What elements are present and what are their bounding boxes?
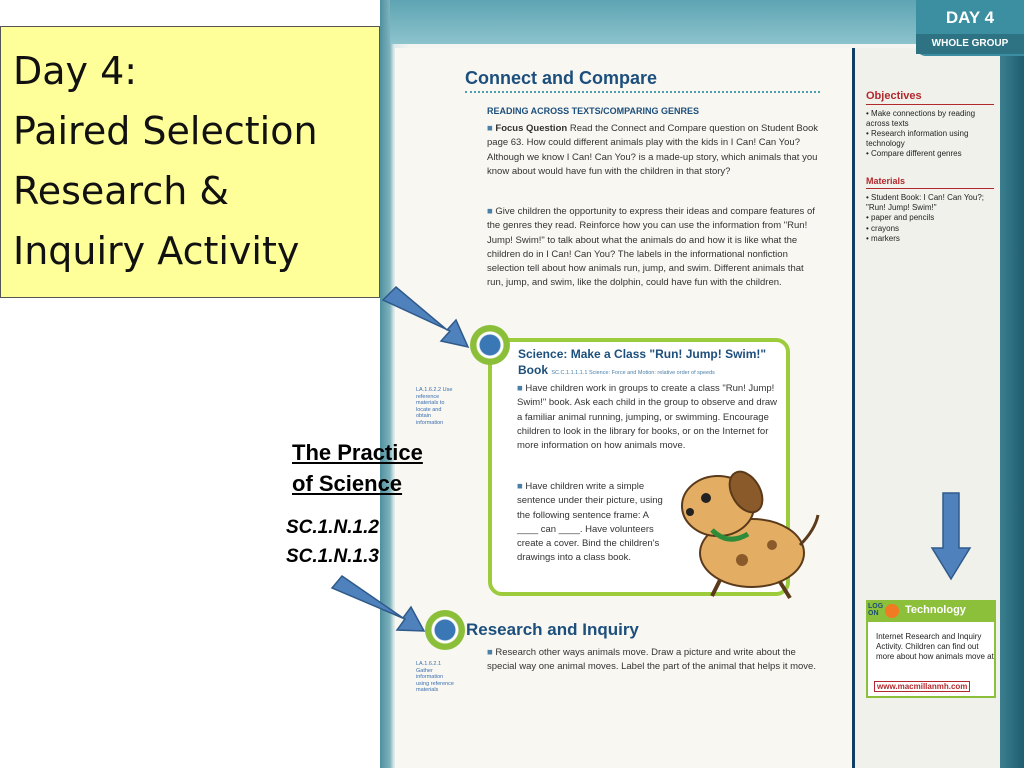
title-line-3: Research & (13, 169, 230, 213)
practice-line-2: of Science (292, 471, 403, 496)
material-text: crayons (871, 223, 900, 233)
title-line-4: Inquiry Activity (13, 229, 300, 273)
material-item: • markers (866, 234, 900, 243)
materials-heading: Materials (866, 176, 906, 186)
margin-standard-note-1: LA.1.6.2.2 Use reference materials to locate and obtain information (416, 387, 453, 426)
bullet-icon: ■ (487, 647, 496, 658)
material-text: markers (871, 234, 900, 243)
compare-genres-text: Give children the opportunity to express their ideas and compare features of the genres they read. Reinforce how you can use the information from "Run! Jump! Swim!" to talk about what the animals do and how it is like what the children do in I Can! Can You? The labels in the informational nonfiction selection tell about how animals run, jump, and swim. Different animals that run, jump, and swim, like the dolphin, could have fun with the children. (487, 206, 815, 289)
technology-text: Internet Research and Inquiry Activity. Children can find out more about how animals move at (876, 632, 994, 661)
focus-question-text: Read the Connect and Compare question on Student Book page 63. How could different animals play with the kids in I Can! Can You? Although we know I Can! Can You? is a made-up story, which animals that you know about would have fun with the children in that story? (487, 123, 819, 177)
material-item: • Student Book: I Can! Can You?; "Run! Jump! Swim!" (866, 193, 985, 212)
objectives-heading: Objectives (866, 90, 922, 102)
macmillan-link[interactable]: www.macmillanmh.com (874, 681, 970, 692)
bullet-icon: ■ (517, 383, 526, 394)
objective-text: Make connections by reading across texts (866, 109, 976, 128)
material-text: paper and pencils (871, 213, 935, 222)
bullet-icon: ■ (487, 206, 496, 217)
objective-text: Research information using technology (866, 129, 969, 148)
material-text: Student Book: I Can! Can You?; "Run! Jump! Swim!" (866, 193, 985, 212)
science-text-1: Have children work in groups to create a class "Run! Jump! Swim!" book. Ask each child in the group to observe and draw a familiar animal running, jumping, or swimming. Encourage children to look in the library for books, or on the Internet for more information on how animals move. (517, 383, 778, 452)
title-line-2: Paired Selection (13, 109, 318, 153)
bullet-icon: ■ (517, 481, 526, 492)
group-label: WHOLE GROUP (916, 34, 1024, 54)
material-item: • crayons (866, 223, 900, 233)
arrow-to-science-icon (383, 287, 468, 347)
standard-code-2: SC.1.N.1.3 (286, 546, 379, 567)
technology-title: Technology (905, 604, 966, 616)
arrow-down-icon (932, 493, 970, 579)
bullet-icon: ■ (487, 123, 496, 134)
objective-item: • Compare different genres (866, 149, 962, 158)
focus-question-label: Focus Question (495, 123, 568, 134)
arrow-to-research-icon (332, 576, 424, 631)
standard-codes (286, 513, 379, 571)
dog-illustration (682, 466, 818, 598)
title-line-1: Day 4: (13, 49, 138, 93)
day-label: DAY 4 (945, 8, 995, 27)
log-on-logo: LOG ON (868, 603, 884, 617)
science-title-text: Science: Make a Class "Run! Jump! Swim!" Book (518, 347, 767, 377)
standard-code-1: SC.1.N.1.2 (286, 517, 379, 538)
science-standard: SC.C.1.1.1.1.1 Science: Force and Motion: relative order of speeds (551, 370, 715, 376)
objective-item: • Make connections by reading across texts (866, 109, 976, 128)
research-inquiry-heading: Research and Inquiry (466, 620, 639, 639)
margin-standard-note-2: LA.1.6.2.1 Gather information using reference materials (416, 661, 454, 693)
objective-text: Compare different genres (871, 149, 962, 158)
practice-of-science-label (292, 437, 423, 499)
connect-compare-heading: Connect and Compare (465, 68, 658, 88)
science-text-2: Have children write a simple sentence under their picture, using the following sentence frame: A ____ can ____. Have volunteers create a cover. Bind the children's drawings into a class book. (517, 481, 663, 564)
objective-item: • Research information using technology (866, 129, 969, 148)
research-text: Research other ways animals move. Draw a picture and write about the special way one animal moves. Label the part of the animal that helps it move. (487, 647, 816, 673)
practice-line-1: The Practice (292, 440, 423, 465)
comparing-genres-subheading: READING ACROSS TEXTS/COMPARING GENRES (487, 106, 700, 116)
material-item: • paper and pencils (866, 213, 935, 222)
